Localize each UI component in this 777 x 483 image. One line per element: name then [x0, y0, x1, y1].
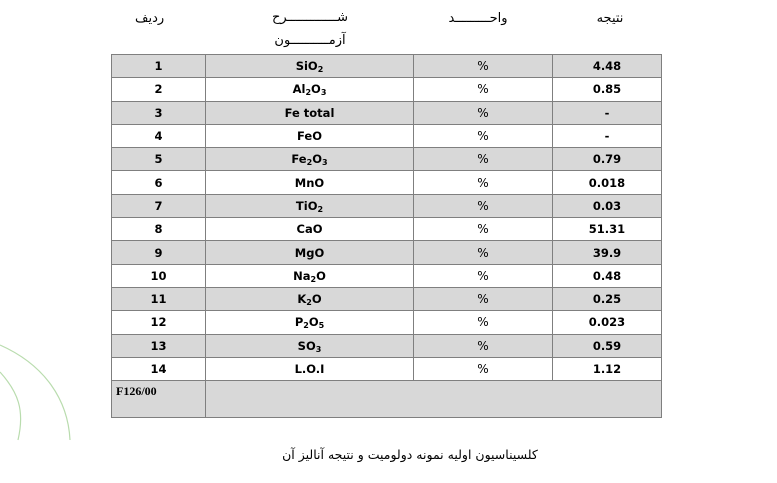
- unit-cell: %: [414, 287, 553, 310]
- formula-text: Na: [293, 268, 311, 283]
- result-value: 0.48: [553, 264, 662, 287]
- row-number: 12: [112, 311, 206, 334]
- test-name: [206, 55, 414, 78]
- formula-text: L.O.I: [294, 362, 325, 376]
- result-value: 39.9: [553, 241, 662, 264]
- test-name: [206, 101, 414, 124]
- analysis-table: [111, 54, 662, 418]
- formula-subscript: 5: [318, 321, 325, 331]
- formula-text: O: [311, 82, 321, 97]
- formula-text: Fe total: [284, 105, 335, 120]
- formula-subscript: 2: [317, 65, 324, 75]
- formula-text: TiO: [295, 198, 318, 213]
- test-name: [206, 148, 414, 171]
- unit-cell: %: [414, 124, 553, 147]
- table-row: [112, 55, 662, 78]
- formula-text: O: [312, 152, 322, 167]
- test-name: [206, 218, 414, 241]
- unit-cell: %: [414, 148, 553, 171]
- table-row: [112, 148, 662, 171]
- table-caption: کلسیناسیون اولیه نمونه دولومیت و نتیجه آنالیز آن: [282, 447, 538, 462]
- result-value: 4.48: [553, 55, 662, 78]
- unit-cell: %: [414, 218, 553, 241]
- result-value: 0.023: [553, 311, 662, 334]
- test-name: [206, 171, 414, 194]
- test-name: [206, 194, 414, 217]
- result-value: 0.79: [553, 148, 662, 171]
- table-row: [112, 287, 662, 310]
- unit-cell: %: [414, 357, 553, 380]
- test-name: [206, 241, 414, 264]
- formula-subscript: 2: [317, 204, 324, 214]
- row-number: 1: [112, 55, 206, 78]
- formula-subscript: 2: [310, 274, 317, 284]
- table-row: [112, 311, 662, 334]
- test-name: [206, 287, 414, 310]
- test-name: [206, 124, 414, 147]
- unit-cell: %: [414, 194, 553, 217]
- unit-cell: %: [414, 171, 553, 194]
- column-header-sharh-line2: آزمــــــــــون: [274, 33, 346, 48]
- row-number: 11: [112, 287, 206, 310]
- row-number: 4: [112, 124, 206, 147]
- table-row: [112, 101, 662, 124]
- row-number: 8: [112, 218, 206, 241]
- formula-subscript: 3: [315, 344, 322, 354]
- analysis-table-body: [112, 55, 662, 381]
- result-value: -: [553, 124, 662, 147]
- formula-text: Fe: [291, 152, 307, 167]
- row-number: 10: [112, 264, 206, 287]
- unit-cell: %: [414, 101, 553, 124]
- result-value: 0.018: [553, 171, 662, 194]
- formula-text: Al: [292, 82, 306, 97]
- formula-subscript: 2: [306, 158, 313, 168]
- unit-cell: %: [414, 55, 553, 78]
- row-number: 6: [112, 171, 206, 194]
- table-row: [112, 264, 662, 287]
- table-row: [112, 194, 662, 217]
- formula-text: CaO: [296, 222, 323, 237]
- formula-text: K: [297, 292, 307, 307]
- test-name: [206, 357, 414, 380]
- result-value: -: [553, 101, 662, 124]
- result-value: 0.25: [553, 287, 662, 310]
- table-row: [112, 124, 662, 147]
- formula-subscript: 3: [320, 88, 327, 98]
- formula-text: O: [308, 315, 319, 330]
- table-footer-row: [112, 381, 662, 418]
- formula-text: FeO: [297, 129, 322, 144]
- column-header-vahed: واحـــــــــد: [448, 11, 508, 26]
- formula-text: MnO: [294, 175, 325, 190]
- formula-subscript: 3: [321, 158, 328, 168]
- test-name: [206, 264, 414, 287]
- formula-text: O: [316, 268, 326, 283]
- unit-cell: %: [414, 241, 553, 264]
- table-row: [112, 78, 662, 101]
- unit-cell: %: [414, 311, 553, 334]
- table-row: [112, 334, 662, 357]
- result-value: 0.85: [553, 78, 662, 101]
- test-name: [206, 311, 414, 334]
- row-number: 3: [112, 101, 206, 124]
- row-number: 14: [112, 357, 206, 380]
- result-value: 0.59: [553, 334, 662, 357]
- row-number: 5: [112, 148, 206, 171]
- row-number: 2: [112, 78, 206, 101]
- test-name: [206, 334, 414, 357]
- test-name: [206, 78, 414, 101]
- column-header-natije: نتیجه: [596, 11, 624, 26]
- formula-text: SO: [297, 338, 316, 353]
- result-value: 1.12: [553, 357, 662, 380]
- result-value: 51.31: [553, 218, 662, 241]
- formula-subscript: 2: [305, 88, 312, 98]
- table-row: [112, 357, 662, 380]
- formula-text: O: [311, 292, 322, 307]
- formula-subscript: 2: [306, 298, 312, 308]
- footer-code: F126/00: [112, 381, 206, 418]
- unit-cell: %: [414, 264, 553, 287]
- formula-text: MgO: [294, 245, 325, 260]
- footer-empty-cell: [206, 381, 662, 418]
- formula-subscript: 2: [303, 321, 309, 331]
- row-number: 9: [112, 241, 206, 264]
- row-number: 7: [112, 194, 206, 217]
- table-row: [112, 241, 662, 264]
- result-value: 0.03: [553, 194, 662, 217]
- column-header-sharh-line1: شـــــــــــــرح: [272, 10, 348, 25]
- unit-cell: %: [414, 334, 553, 357]
- row-number: 13: [112, 334, 206, 357]
- formula-text: P: [294, 315, 304, 330]
- table-row: [112, 171, 662, 194]
- column-header-radif: ردیف: [135, 11, 165, 26]
- formula-text: SiO: [295, 59, 318, 74]
- table-row: [112, 218, 662, 241]
- unit-cell: %: [414, 78, 553, 101]
